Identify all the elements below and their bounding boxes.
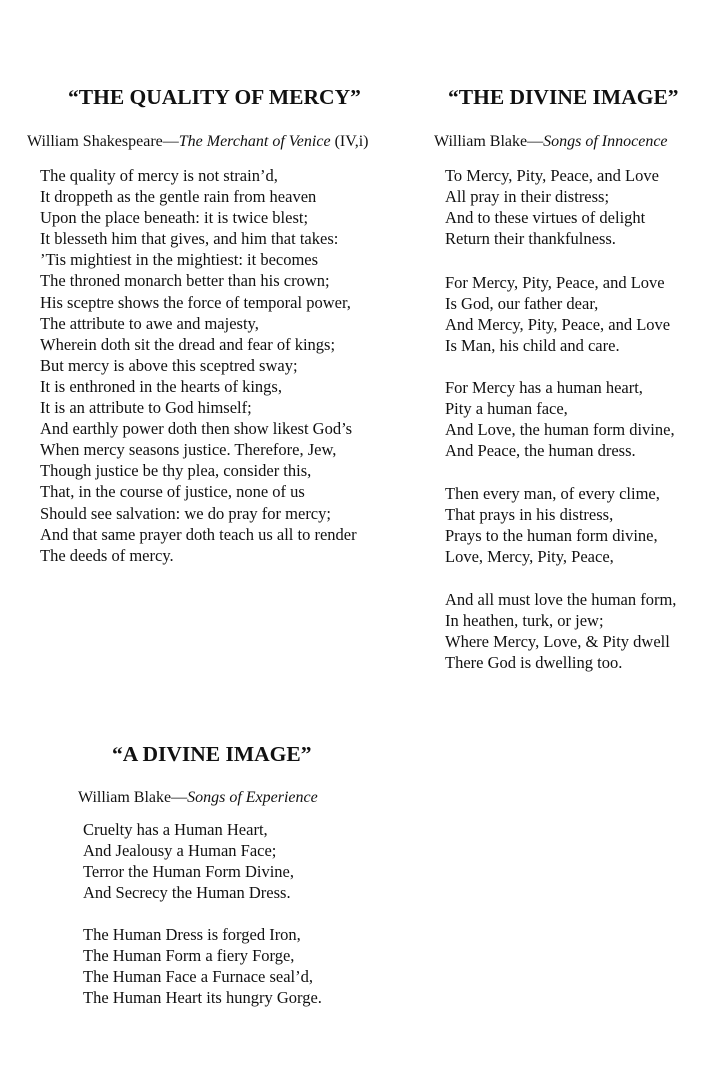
- poem-title-a-divine-image: “A DIVINE IMAGE”: [112, 742, 312, 766]
- poem-line: And that same prayer doth teach us all to render: [40, 524, 357, 544]
- poem-line: And Peace, the human dress.: [445, 441, 636, 461]
- poem-line: And earthly power doth then show likest God’s: [40, 419, 353, 439]
- poem-body-quality-of-mercy: [40, 165, 357, 566]
- poem-line: And all must love the human form,: [445, 590, 677, 609]
- poem-line: Though justice be thy plea, consider this,: [40, 461, 312, 481]
- poem-line: Cruelty has a Human Heart,: [83, 820, 268, 839]
- poem-line: Is Man, his child and care.: [445, 336, 620, 356]
- work-title: The Merchant of Venice: [178, 133, 331, 150]
- poem-line: Wherein doth sit the dread and fear of kings;: [40, 334, 336, 354]
- poem-line: Pity a human face,: [445, 399, 568, 419]
- poem-line: For Mercy has a human heart,: [445, 378, 643, 397]
- attribution-blake-innocence: [434, 132, 668, 152]
- poem-line: It is an attribute to God himself;: [40, 398, 252, 418]
- poem-line: To Mercy, Pity, Peace, and Love: [445, 166, 659, 185]
- poem-stanza: [445, 165, 659, 249]
- work-title: Songs of Experience: [187, 789, 318, 806]
- poem-line: The quality of mercy is not strain’d,: [40, 166, 278, 185]
- poem-line: The attribute to awe and majesty,: [40, 313, 259, 333]
- poem-line: His sceptre shows the force of temporal power,: [40, 292, 351, 312]
- poem-line: But mercy is above this sceptred sway;: [40, 355, 298, 375]
- poem-line: All pray in their distress;: [445, 187, 610, 207]
- poem-stanza: [83, 819, 294, 903]
- poem-line: And Secrecy the Human Dress.: [83, 883, 291, 903]
- poem-line: The Human Dress is forged Iron,: [83, 925, 301, 944]
- poem-line: In heathen, turk, or jew;: [445, 611, 604, 631]
- poem-stanza: [445, 272, 670, 356]
- poem-line: The throned monarch better than his crown;: [40, 271, 330, 291]
- poem-stanza: [83, 924, 322, 1008]
- poem-line: The Human Form a fiery Forge,: [83, 946, 295, 966]
- poem-line: Return their thankfulness.: [445, 229, 616, 249]
- poem-line: There God is dwelling too.: [445, 653, 623, 673]
- poem-line: Upon the place beneath: it is twice blest;: [40, 208, 309, 228]
- author-name: William Shakespeare—: [27, 133, 179, 150]
- attribution-blake-experience: [78, 788, 318, 808]
- poem-line: It blesseth him that gives, and him that takes:: [40, 229, 339, 249]
- poem-line: The deeds of mercy.: [40, 545, 174, 565]
- poem-line: ’Tis mightiest in the mightiest: it becomes: [40, 250, 319, 270]
- work-title: Songs of Innocence: [543, 133, 668, 150]
- poem-line: And Jealousy a Human Face;: [83, 841, 277, 861]
- poem-line: And Mercy, Pity, Peace, and Love: [445, 315, 671, 335]
- poem-line: Terror the Human Form Divine,: [83, 862, 295, 882]
- poem-line: That prays in his distress,: [445, 505, 614, 525]
- poem-line: For Mercy, Pity, Peace, and Love: [445, 273, 665, 292]
- poem-title-quality-of-mercy: “THE QUALITY OF MERCY”: [68, 85, 361, 109]
- poem-stanza: [445, 483, 660, 567]
- poem-line: Then every man, of every clime,: [445, 484, 660, 503]
- poem-line: Should see salvation: we do pray for mercy;: [40, 503, 331, 523]
- poem-line: It is enthroned in the hearts of kings,: [40, 376, 282, 396]
- poem-line: And Love, the human form divine,: [445, 420, 675, 440]
- work-reference: (IV,i): [330, 133, 369, 150]
- poem-line: When mercy seasons justice. Therefore, Jew,: [40, 440, 337, 460]
- poem-title-divine-image: “THE DIVINE IMAGE”: [448, 85, 679, 109]
- poem-line: The Human Face a Furnace seal’d,: [83, 967, 313, 987]
- poem-line: Love, Mercy, Pity, Peace,: [445, 547, 614, 567]
- poem-stanza: [445, 377, 675, 461]
- author-name: William Blake—: [434, 133, 544, 150]
- attribution-shakespeare: [27, 132, 368, 152]
- poem-line: That, in the course of justice, none of us: [40, 482, 305, 502]
- author-name: William Blake—: [78, 789, 188, 806]
- poem-line: The Human Heart its hungry Gorge.: [83, 988, 322, 1008]
- poem-line: And to these virtues of delight: [445, 208, 646, 228]
- poem-stanza: [445, 589, 676, 673]
- poem-line: Prays to the human form divine,: [445, 526, 658, 546]
- poem-line: It droppeth as the gentle rain from heaven: [40, 187, 317, 207]
- poem-line: Is God, our father dear,: [445, 294, 599, 314]
- poem-line: Where Mercy, Love, & Pity dwell: [445, 632, 670, 652]
